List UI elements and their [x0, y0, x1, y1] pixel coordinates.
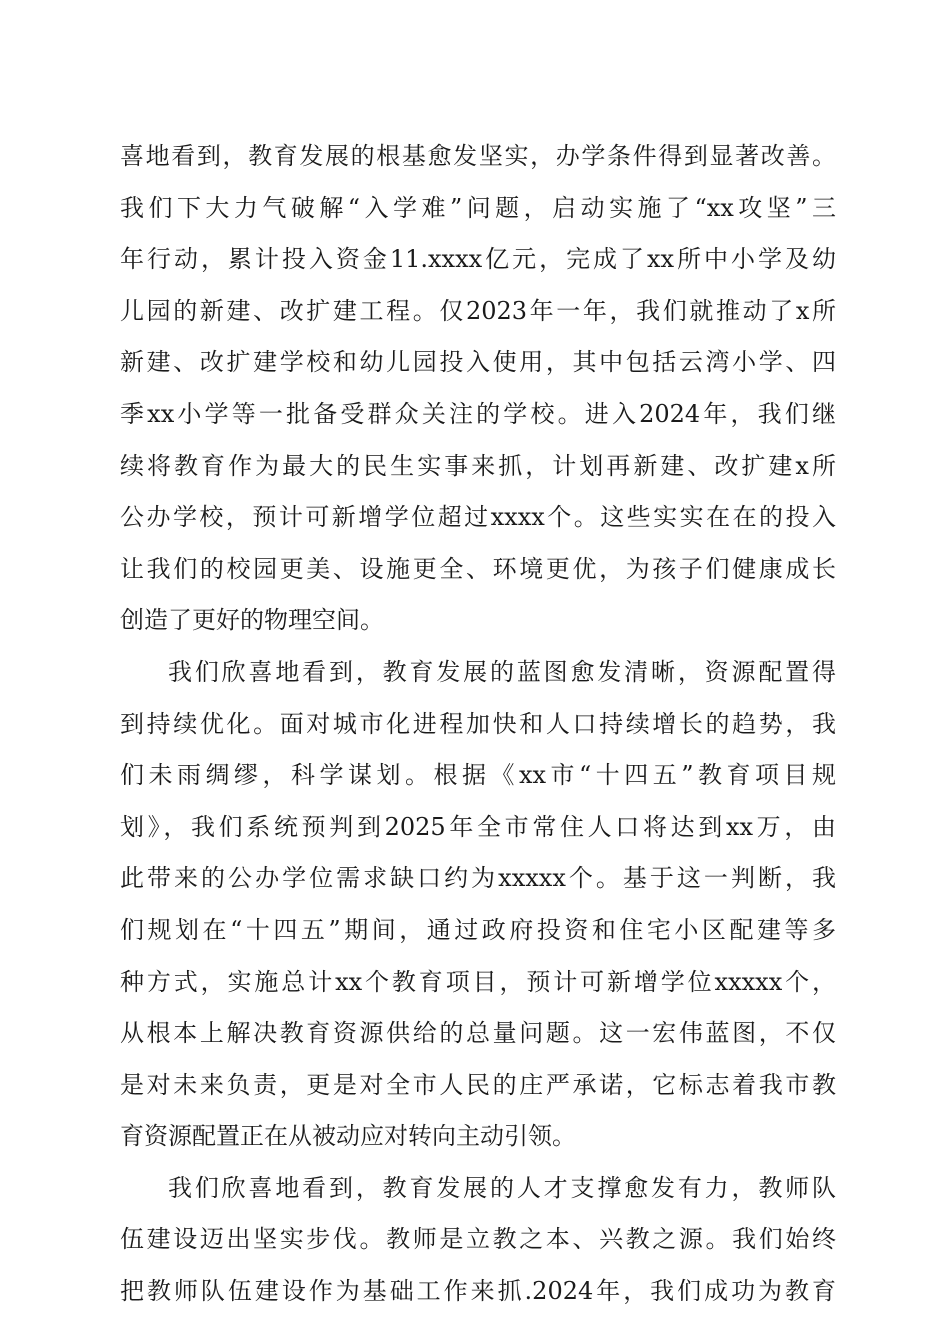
text-line: 到持续优化。面对城市化进程加快和人口持续增长的趋势，我	[120, 709, 836, 738]
text-line: 此带来的公办学位需求缺口约为xxxxx个。基于这一判断，我	[120, 864, 836, 893]
text-line: 把教师队伍建设作为基础工作来抓.2024年，我们成功为教育	[120, 1277, 836, 1306]
text-line: 年行动，累计投入资金11.xxxx亿元，完成了xx所中小学及幼	[120, 245, 836, 274]
text-line: 划》，我们系统预判到2025年全市常住人口将达到xx万，由	[120, 812, 836, 841]
text-line-last: 育资源配置正在从被动应对转向主动引领。	[120, 1122, 576, 1151]
text-line: 公办学校，预计可新增学位超过xxxx个。这些实实在在的投入	[120, 503, 836, 532]
text-line: 是对未来负责，更是对全市人民的庄严承诺，它标志着我市教	[120, 1070, 836, 1099]
text-line: 喜地看到，教育发展的根基愈发坚实，办学条件得到显著改善。	[120, 142, 836, 170]
text-line: 让我们的校园更美、设施更全、环境更优，为孩子们健康成长	[120, 554, 836, 583]
text-line: 季xx小学等一批备受群众关注的学校。进入2024年，我们继	[120, 399, 836, 428]
paragraph-2	[120, 647, 836, 1163]
text-line: 们规划在“十四五”期间，通过政府投资和住宅小区配建等多	[120, 915, 836, 944]
text-line-first: 我们欣喜地看到，教育发展的蓝图愈发清晰，资源配置得	[168, 657, 836, 686]
text-line: 种方式，实施总计xx个教育项目，预计可新增学位xxxxx个，	[120, 967, 836, 996]
text-line: 们未雨绸缪，科学谋划。根据《xx市“十四五”教育项目规	[120, 761, 836, 790]
text-line: 我们下大力气破解“入学难”问题，启动实施了“xx攻坚”三	[120, 193, 836, 222]
text-line: 续将教育作为最大的民生实事来抓，计划再新建、改扩建x所	[120, 451, 836, 480]
text-line: 伍建设迈出坚实步伐。教师是立教之本、兴教之源。我们始终	[120, 1225, 836, 1254]
text-line: 新建、改扩建学校和幼儿园投入使用，其中包括云湾小学、四	[120, 348, 836, 377]
paragraph-3	[120, 1163, 836, 1318]
document-body	[120, 131, 836, 1318]
text-line-first: 我们欣喜地看到，教育发展的人才支撑愈发有力，教师队	[168, 1173, 836, 1202]
text-line-last: 创造了更好的物理空间。	[120, 606, 384, 635]
text-line: 从根本上解决教育资源供给的总量问题。这一宏伟蓝图，不仅	[120, 1019, 836, 1048]
text-line: 儿园的新建、改扩建工程。仅2023年一年，我们就推动了x所	[120, 296, 836, 325]
paragraph-1	[120, 131, 836, 647]
